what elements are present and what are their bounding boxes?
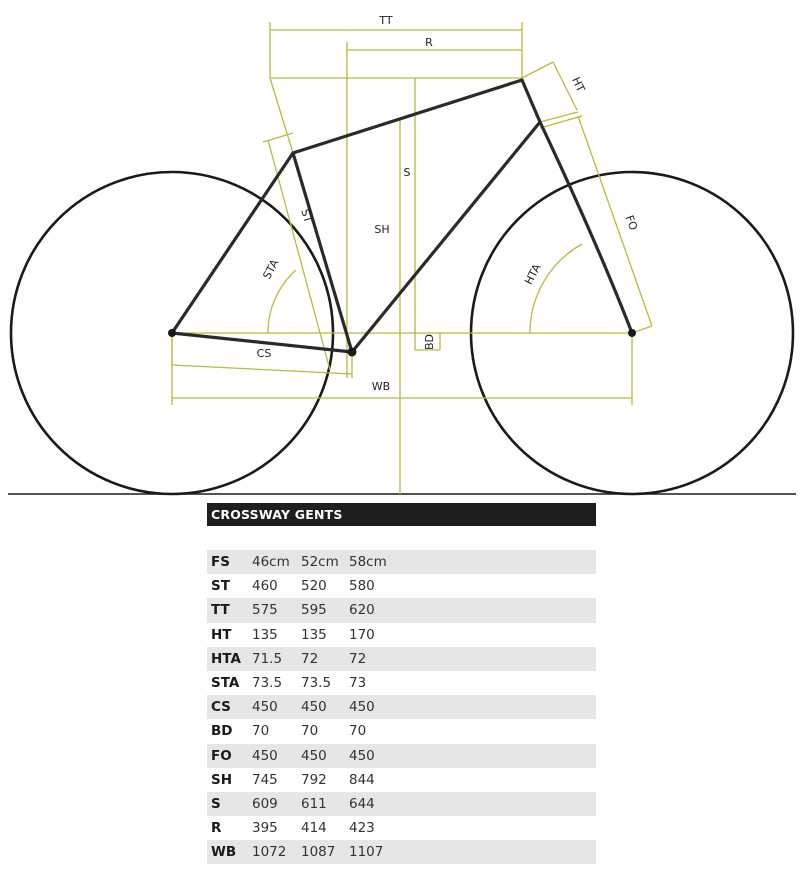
row-value: 1072: [252, 844, 287, 861]
row-value: 135: [301, 626, 327, 643]
geometry-table: [207, 503, 596, 864]
row-value: 1087: [301, 844, 336, 861]
row-value: 71.5: [252, 650, 283, 667]
row-label: TT: [211, 602, 230, 619]
row-value: 46cm: [252, 554, 290, 571]
table-row: [207, 574, 596, 598]
row-value: 792: [301, 771, 327, 788]
row-value: 73.5: [301, 675, 332, 692]
table-row: [207, 792, 596, 816]
row-value: 611: [301, 795, 327, 812]
rear-axle: [168, 329, 176, 337]
label-tt: TT: [379, 14, 393, 27]
table-row: [207, 719, 596, 743]
row-value: 745: [252, 771, 278, 788]
row-value: 580: [349, 578, 375, 595]
row-value: 520: [301, 578, 327, 595]
row-label: FO: [211, 747, 232, 764]
label-r: R: [425, 36, 433, 49]
table-row: [207, 744, 596, 768]
row-value: 450: [252, 747, 278, 764]
row-label: WB: [211, 844, 237, 861]
row-value: 1107: [349, 844, 384, 861]
dimension-lines: [172, 22, 652, 494]
table-title: CROSSWAY GENTS: [207, 503, 596, 526]
row-label: HTA: [211, 650, 241, 667]
label-hta: HTA: [522, 261, 544, 287]
row-value: 644: [349, 795, 375, 812]
table-row: [207, 840, 596, 864]
row-value: 70: [252, 723, 270, 740]
row-value: 395: [252, 820, 278, 837]
row-label: R: [211, 820, 222, 837]
row-value: 620: [349, 602, 375, 619]
label-ht: HT: [569, 74, 588, 95]
row-label: BD: [211, 723, 233, 740]
table-row: [207, 695, 596, 719]
row-label: CS: [211, 699, 231, 716]
row-value: 58cm: [349, 554, 387, 571]
row-value: 844: [349, 771, 375, 788]
row-value: 70: [349, 723, 367, 740]
row-value: 460: [252, 578, 278, 595]
label-s: S: [403, 166, 411, 179]
row-value: 450: [301, 747, 327, 764]
row-value: 450: [301, 699, 327, 716]
row-value: 72: [349, 650, 367, 667]
row-value: 609: [252, 795, 278, 812]
row-value: 414: [301, 820, 327, 837]
table-row: [207, 598, 596, 622]
label-bd: BD: [423, 333, 436, 351]
row-value: 73: [349, 675, 367, 692]
label-sta: STA: [260, 257, 282, 282]
row-label: STA: [211, 675, 240, 692]
row-label: ST: [211, 578, 230, 595]
row-label: FS: [211, 554, 230, 571]
table-row: [207, 550, 596, 574]
row-value: 450: [349, 699, 375, 716]
table-row: [207, 671, 596, 695]
row-label: HT: [211, 626, 232, 643]
row-value: 72: [301, 650, 319, 667]
table-row: [207, 647, 596, 671]
row-value: 135: [252, 626, 278, 643]
bottom-bracket: [348, 348, 357, 357]
label-sh: SH: [374, 223, 390, 236]
row-label: SH: [211, 771, 233, 788]
label-wb: WB: [371, 380, 391, 393]
row-value: 52cm: [301, 554, 339, 571]
row-value: 70: [301, 723, 319, 740]
row-value: 575: [252, 602, 278, 619]
label-cs: CS: [256, 347, 272, 360]
row-value: 450: [252, 699, 278, 716]
label-fo: FO: [622, 213, 640, 233]
row-label: S: [211, 795, 221, 812]
row-value: 450: [349, 747, 375, 764]
table-row: [207, 816, 596, 840]
table-row: [207, 768, 596, 792]
table-row: [207, 623, 596, 647]
table-body: [207, 550, 596, 864]
row-value: 170: [349, 626, 375, 643]
front-axle: [628, 329, 636, 337]
row-value: 595: [301, 602, 327, 619]
row-value: 423: [349, 820, 375, 837]
label-st: ST: [298, 207, 315, 225]
row-value: 73.5: [252, 675, 283, 692]
